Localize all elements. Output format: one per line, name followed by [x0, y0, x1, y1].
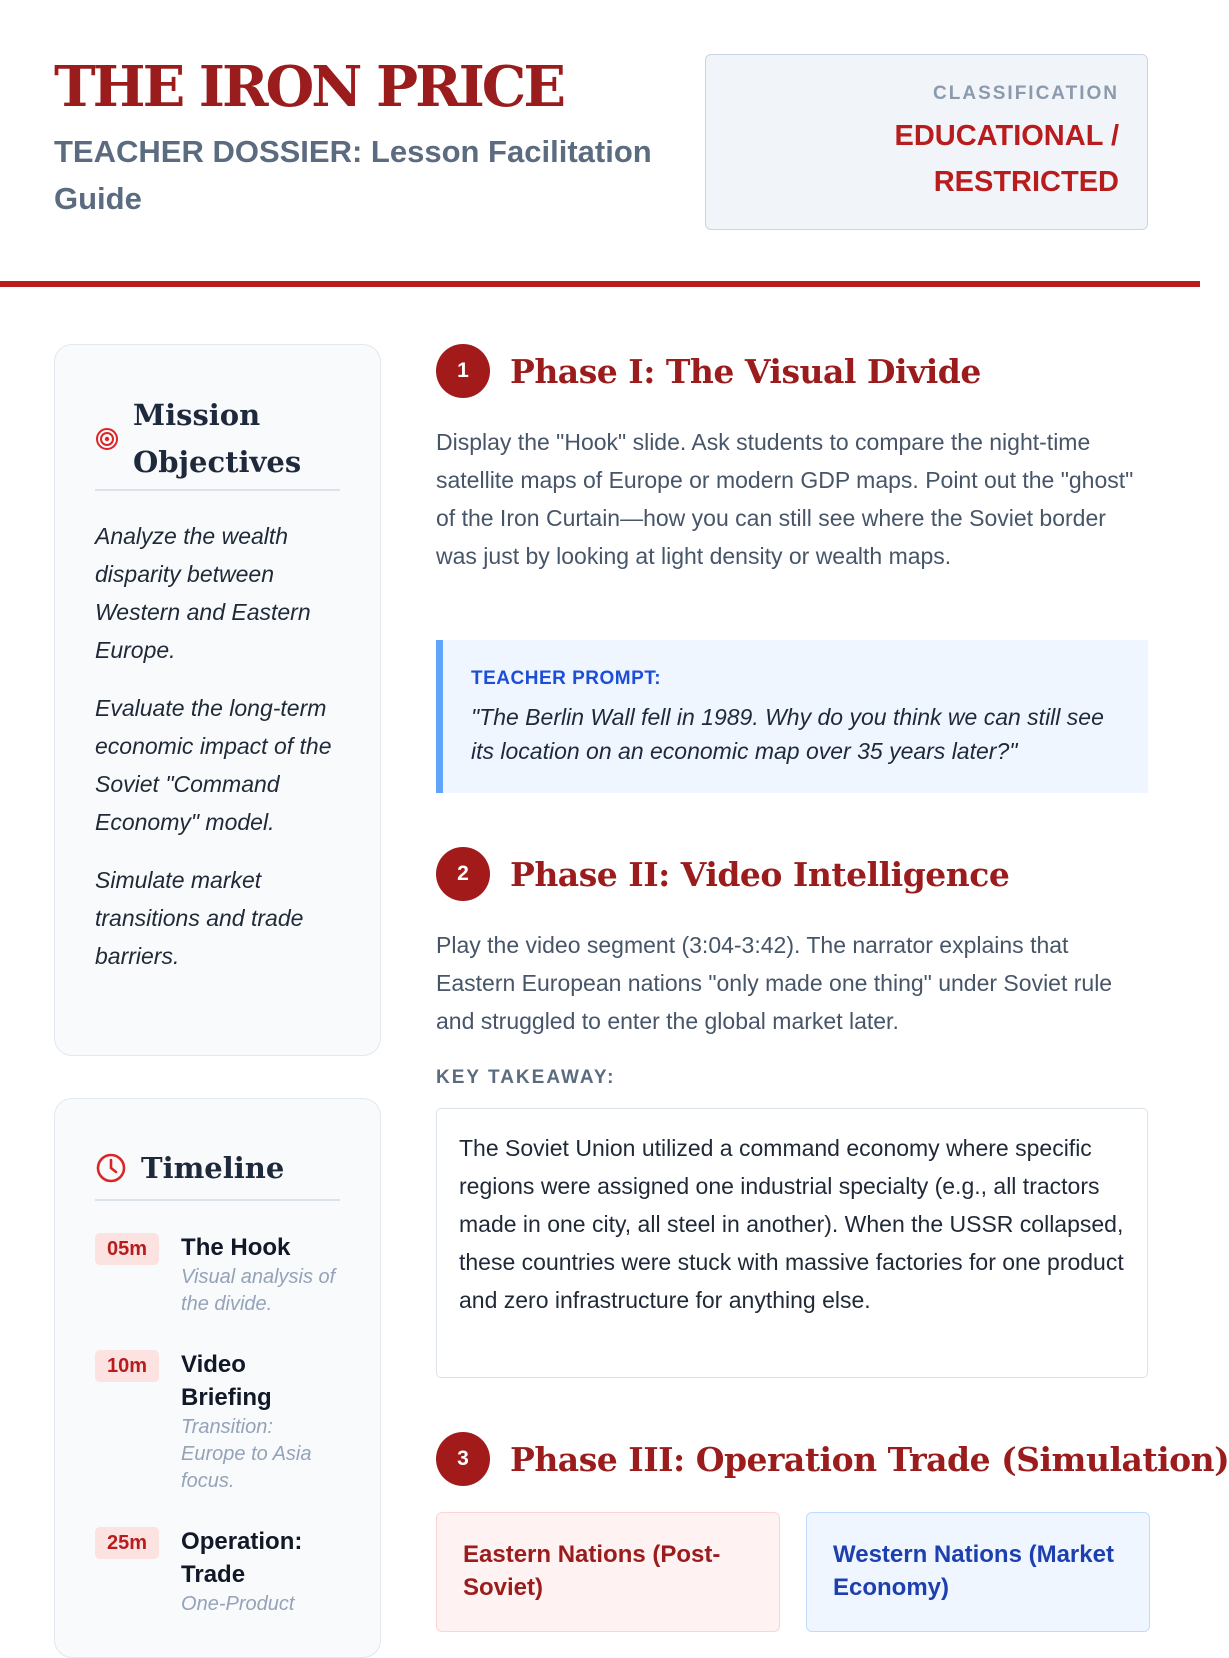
- timeline-header: [95, 1137, 340, 1201]
- western-nations-box: [806, 1512, 1150, 1632]
- key-takeaway-label: KEY TAKEAWAY:: [436, 1067, 616, 1088]
- phase-title: Phase III: Operation Trade (Simulation): [510, 1439, 1229, 1479]
- mission-objectives-header: [95, 389, 340, 491]
- phase-3-header: [436, 1432, 1229, 1486]
- timeline-item: [95, 1231, 340, 1318]
- eastern-nations-box: [436, 1512, 780, 1632]
- classification-box: [705, 54, 1148, 230]
- western-nations-title: Western Nations (Market Economy): [833, 1541, 1114, 1601]
- phase-1-body: Display the "Hook" slide. Ask students to compare the night-time satellite maps of Europe or modern GDP maps. Point out the "ghost" of the Iron Curtain—how you can still see where the Soviet border was just by looking at light density or wealth maps.: [436, 429, 1134, 569]
- key-takeaway-box: The Soviet Union utilized a command economy where specific regions were assigned one industrial specialty (e.g., all tractors made in one city, all steel in another). When the USSR collapsed, these countries were stuck with massive factories for one product and zero infrastructure for anything else.: [436, 1108, 1148, 1378]
- timeline-item-desc: Visual analysis of the divide.: [181, 1266, 336, 1315]
- phase-number-badge: 2: [436, 847, 490, 901]
- page-subtitle: TEACHER DOSSIER: Lesson Facilitation Guide: [54, 134, 652, 216]
- timeline-item-desc: Transition: Europe to Asia focus.: [181, 1416, 312, 1492]
- phase-number-badge: 3: [436, 1432, 490, 1486]
- objective-item: Simulate market transitions and trade barriers.: [95, 867, 304, 969]
- eastern-nations-title: Eastern Nations (Post-Soviet): [463, 1541, 721, 1601]
- objective-item: Analyze the wealth disparity between Western and Eastern Europe.: [95, 523, 311, 663]
- timeline-item: [95, 1525, 340, 1618]
- duration-badge: 05m: [95, 1233, 159, 1265]
- phase-number-badge: 1: [436, 344, 490, 398]
- target-icon: [95, 427, 119, 451]
- classification-label: CLASSIFICATION: [933, 83, 1119, 104]
- teacher-prompt-label: TEACHER PROMPT:: [471, 668, 662, 689]
- phase-1-header: [436, 344, 981, 398]
- teacher-prompt-box: [436, 640, 1148, 793]
- clock-icon: [95, 1152, 127, 1184]
- timeline-item-title: Video Briefing: [181, 1351, 272, 1411]
- phase-2-header: [436, 847, 1009, 901]
- brand-title: THE IRON PRICE: [54, 54, 564, 120]
- timeline-item: [95, 1348, 340, 1495]
- objectives-list: [95, 491, 340, 975]
- mission-objectives-card: [54, 344, 381, 1056]
- objective-item: Evaluate the long-term economic impact of the Soviet "Command Economy" model.: [95, 695, 332, 835]
- timeline-item-title: Operation: Trade: [181, 1528, 303, 1588]
- timeline-item-title: The Hook: [181, 1234, 291, 1261]
- mission-objectives-title: Mission Objectives: [133, 398, 302, 479]
- duration-badge: 10m: [95, 1350, 159, 1382]
- phase-title: Phase II: Video Intelligence: [510, 854, 1010, 894]
- dossier-header: [0, 0, 1200, 287]
- timeline-card: [54, 1098, 381, 1658]
- phase-2-body: Play the video segment (3:04-3:42). The narrator explains that Eastern European nations "only made one thing" under Soviet rule and struggled to enter the global market later.: [436, 932, 1113, 1034]
- duration-badge: 25m: [95, 1527, 159, 1559]
- timeline-item-desc: One-Product: [181, 1593, 295, 1615]
- phase-title: Phase I: The Visual Divide: [510, 351, 981, 391]
- classification-value: EDUCATIONAL / RESTRICTED: [894, 120, 1119, 198]
- timeline-title: Timeline: [141, 1150, 285, 1185]
- teacher-prompt-quote: "The Berlin Wall fell in 1989. Why do you think we can still see its location on an economic map over 35 years later?": [471, 704, 1104, 764]
